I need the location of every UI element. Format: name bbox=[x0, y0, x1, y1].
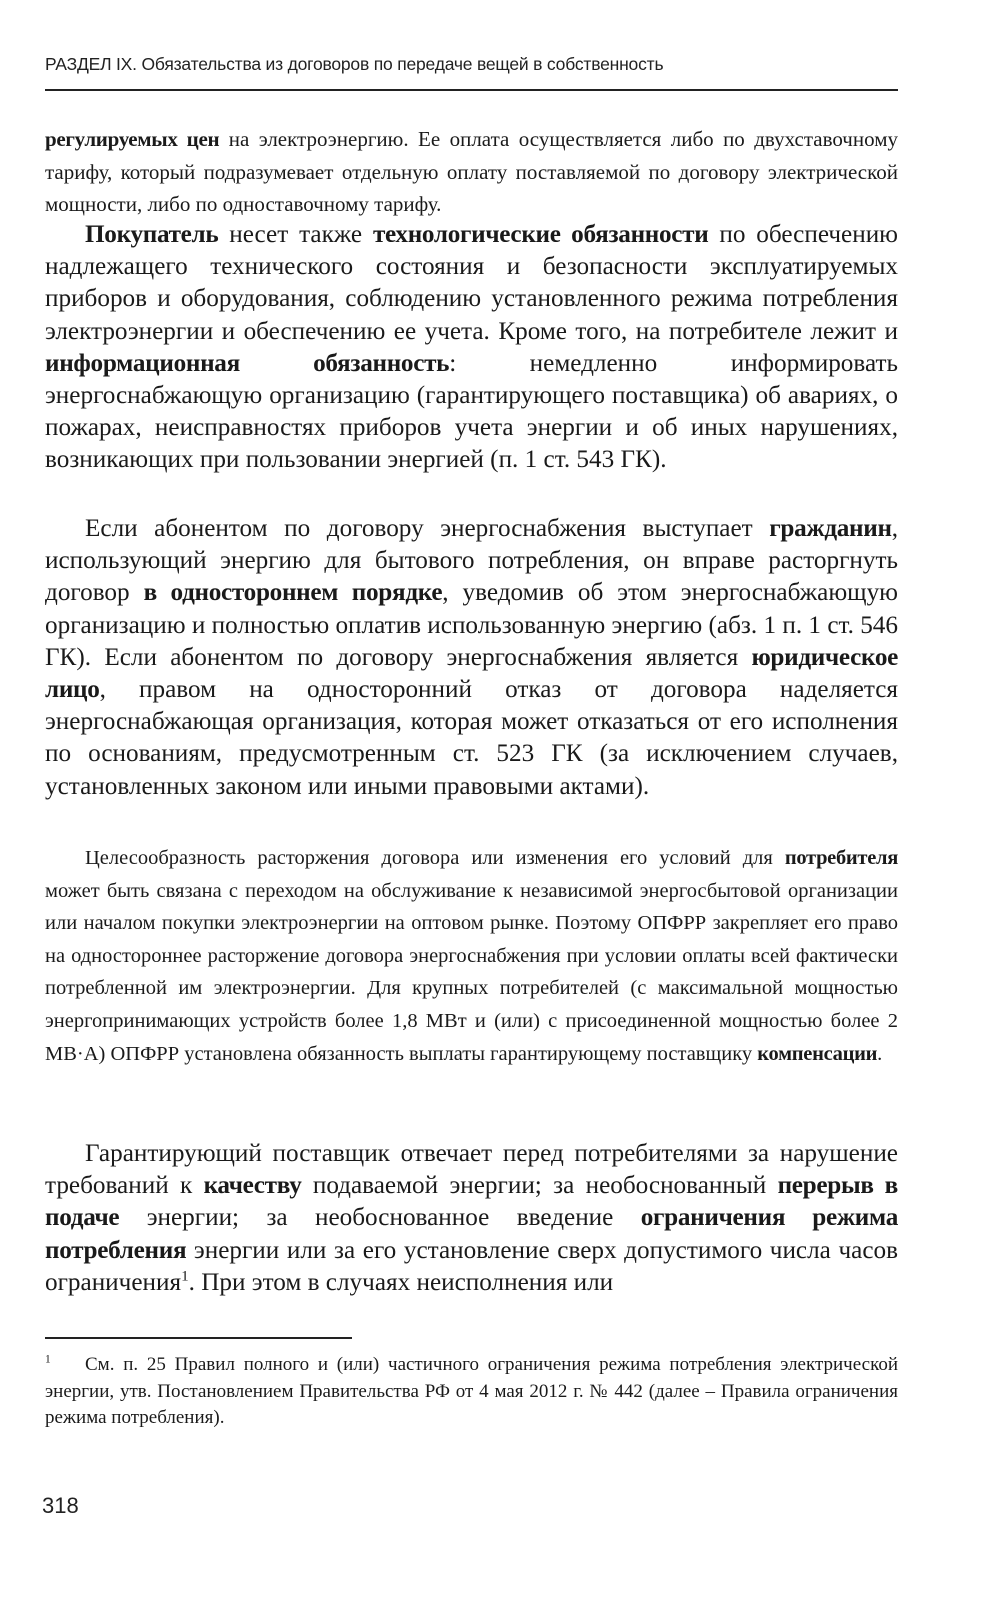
footnote-mark: 1 bbox=[45, 1353, 51, 1366]
footnote-text: См. п. 25 Правил полного и (или) частичного ограничения режима потребления электрической энергии, утв. Постановлением Правительства РФ от 4 мая 2012 г. № 442 (далее – Правила ограничения режима потребления). bbox=[45, 1354, 898, 1428]
paragraph-1 bbox=[45, 123, 898, 221]
page-number: 318 bbox=[42, 1493, 79, 1518]
paragraph-text: Если абонентом по договору энергоснабжения выступает bbox=[85, 515, 770, 542]
bold-term: регулируемых цен bbox=[45, 127, 220, 151]
paragraph-text: , использующий энергию для бытового потребления, он вправе расторгнуть договор bbox=[45, 515, 898, 607]
footnote-rule bbox=[45, 1337, 352, 1339]
paragraph-text: несет также bbox=[218, 221, 373, 248]
bold-term: юридическое лицо bbox=[45, 643, 898, 704]
paragraph-text: Целесообразность расторжения договора или изменения его условий для bbox=[85, 847, 785, 869]
footnote bbox=[45, 1352, 898, 1432]
header-rule bbox=[45, 89, 898, 91]
bold-term: в одностороннем порядке bbox=[143, 579, 443, 607]
bold-term: компенсации bbox=[757, 1042, 878, 1065]
footnote-reference: 1 bbox=[181, 1268, 189, 1285]
bold-term: ограничения режима потребления bbox=[45, 1204, 898, 1264]
paragraph-5 bbox=[45, 1138, 898, 1299]
bold-term: потребителя bbox=[784, 847, 898, 869]
bold-term: перерыв в подаче bbox=[45, 1172, 898, 1232]
paragraph-text: . bbox=[877, 1042, 883, 1065]
paragraph-text: энергии или за его установление сверх допустимого числа часов ограничения bbox=[45, 1236, 898, 1296]
bold-term: Покупатель bbox=[85, 221, 219, 248]
paragraph-text: , уведомив об этом энергоснабжающую организацию и полностью оплатив использованную энергию (абз. 1 п. 1 ст. 546 ГК). Если абонентом по договору энергоснабжения является bbox=[45, 579, 898, 671]
paragraph-text: может быть связана с переходом на обслуживание к независимой энергосбытовой организации или началом покупки электроэнергии на оптовом рынке. Поэтому ОПФРР закрепляет его право на одностороннее расторжение договора энергоснабжения при условии оплаты всей фактически потребленной им электроэнергии. Для крупных потребителей (с максимальной мощностью энергопринимающих устройств более 1,8 МВт и (или) с присоединенной мощностью более 2 МВ·А) ОПФРР установлена обязанность выплаты гарантирующему поставщику bbox=[45, 879, 898, 1065]
paragraph-text: подаваемой энергии; за необоснованный bbox=[301, 1172, 778, 1200]
paragraph-4 bbox=[45, 842, 898, 1070]
paragraph-text: , правом на односторонний отказ от договора наделяется энергоснабжающая организация, которая может отказаться от его исполнения по основаниям, предусмотренным ст. 523 ГК (за исключением случаев, установленных законом или иными правовыми актами). bbox=[45, 676, 898, 800]
bold-term: информационная обязанность bbox=[45, 349, 450, 377]
paragraph-text: по обеспечению надлежащего технического состояния и безопасности эксплуатируемых приборов и оборудования, соблюдению установленного режима потребления электроэнергии и обеспечению ее учета. Кроме того, на потребителе лежит и bbox=[45, 221, 898, 345]
paragraph-3 bbox=[45, 513, 898, 803]
paragraph-2 bbox=[45, 219, 898, 477]
running-head: РАЗДЕЛ IX. Обязательства из договоров по передаче вещей в собственность bbox=[45, 54, 664, 74]
paragraph-text: энергии; за необоснованное введение bbox=[119, 1204, 641, 1232]
paragraph-text: на электроэнергию. Ее оплата осуществляется либо по двухставочному тарифу, который подразумевает отдельную оплату поставляемой по договору электрической мощности, либо по одноставочному тарифу. bbox=[45, 127, 898, 217]
paragraph-text: Гарантирующий поставщик отвечает перед потребителями за нарушение требований к bbox=[45, 1140, 898, 1200]
paragraph-text: : немедленно информировать энергоснабжающую организацию (гарантирующего поставщика) об авариях, о пожарах, неисправностях приборов учета энергии и об иных нарушениях, возникающих при пользовании энергией (п. 1 ст. 543 ГК). bbox=[45, 349, 898, 474]
bold-term: качеству bbox=[203, 1172, 302, 1200]
paragraph-text: . При этом в случаях неисполнения или bbox=[188, 1268, 614, 1296]
bold-term: технологические обязанности bbox=[372, 221, 709, 248]
bold-term: гражданин bbox=[769, 515, 892, 542]
